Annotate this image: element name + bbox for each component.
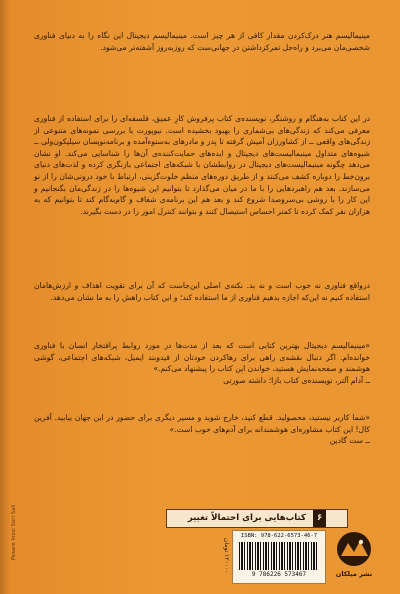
barcode-icon	[239, 542, 319, 570]
paragraph-3-text: درواقع فناوری نه خوب است و نه بد. نکته‌ی اصلی این‌جاست که آن برای تقویت اهداف و ارزش‌هامان استفاده کنیم نه این‌که اجازه بدهیم فناوری از ما استفاده کند؛ و این کتاب راهش را به ما نشان می‌دهد.	[34, 281, 370, 302]
blurb-quote-1	[34, 340, 370, 386]
spine-shadow	[0, 0, 10, 594]
quote-2-text: «شما کاربر نیستید، محصولید. قطع کنید، خارج شوید و مسیر دیگری برای حضور در این جهان بیابید. آفرین کال! این کتاب مشاوره‌ای هوشمندانه برای آدم‌های خوب است.»	[34, 413, 370, 434]
barcode-number: 9 786226 573467	[251, 571, 307, 578]
spine-side-text: Pesare Inssi Sorl Sali	[11, 504, 17, 560]
publisher-logo-icon	[332, 530, 376, 570]
quote-1-author: ــ آدام آلتر، نویسنده‌ی کتاب بازا؛ داشته صورتی	[223, 375, 370, 385]
isbn-text: ISBN: 978-622-6573-46-7	[240, 533, 318, 539]
series-banner	[166, 509, 348, 528]
series-title: کتاب‌هایی برای احتمالاً تغییر	[187, 513, 307, 523]
closing-paragraph	[34, 280, 370, 303]
publisher-logo	[332, 530, 376, 582]
series-number: ۶	[313, 510, 326, 527]
quote-2-author: ــ ست گادین	[329, 436, 370, 446]
quote-1-text: «مینیمالیسم دیجیتال بهترین کتابی است که بعد از مدت‌ها در مورد روابط پرافتخار انسان با فناوری خوانده‌ام. اگر دنبال نقشه‌ی راهی برای رهاکردن خودتان از قیدوبند ایمیل، شبکه‌های اجتماعی، گوشی هوشمند و صفحه‌نمایش هستید، خواندن این کتاب را پیشنهاد می‌کنم.»	[34, 341, 370, 374]
publisher-name: نشر میلکان	[335, 570, 373, 578]
description-paragraph	[34, 113, 370, 217]
price-label: ۱۲۰۰۰۰ تومان	[223, 538, 230, 574]
paragraph-2-text: در این کتاب به‌هنگام و روشنگر، نویسنده‌ی کتاب پرفروش کارِ عمیق، فلسفه‌ای را برای استفاده از فناوری معرفی می‌کند که زندگی‌های بی‌شماری را بهبود بخشیده است. نیوپورت با بررسی نمونه‌های متنوعی از زندگی‌های واقعی ــ از کشاورزان آمیش گرفته تا پدر و مادرهای به‌ستوه‌آمده و برنامه‌نویسان سیلیکون‌ولی ــ شیوه‌های متداول مینیمالیست‌های دیجیتال و ایده‌های حمایت‌کننده‌ی آن‌ها را شناسایی می‌کند. او نشان می‌دهد چگونه مینیمالیست‌های دیجیتال در روابطشان با شبکه‌های اجتماعی بازنگری کرده و لذت‌های دنیای برون‌خط را دوباره کشف می‌کنند و از طریق دوره‌های منظم خلوت‌گزینی، ارتباط با خود درونی‌شان را از نو می‌سازند. بعد هم راهبردهایی را با ما در میان می‌گذارد تا بتوانیم این شیوه‌ها را در زندگی‌مان بگنجانیم و این کار را با روشی بی‌سروصدا شروع کند و بعد هم این برنامه‌ی شفاف و گام‌به‌گام کند تا بتوانیم که به هزاران نفر کمک کرده تا کمتر احساس استیصال کنند و بتوانند کنترل امور را در دست بگیرند.	[34, 114, 370, 216]
intro-paragraph	[34, 30, 370, 53]
blurb-quote-2	[34, 412, 370, 447]
paragraph-1-text: مینیمالیسم هنر درک‌کردن مقدار کافی از هر چیز است. مینیمالیسم دیجیتال این نگاه را به دنیای فناوری شخصی‌مان می‌برد و راه‌حل تمرکزداشتن در جهانی‌ست که روزبه‌روز آشفته‌تر می‌شود.	[34, 31, 370, 52]
barcode-box	[232, 530, 326, 584]
